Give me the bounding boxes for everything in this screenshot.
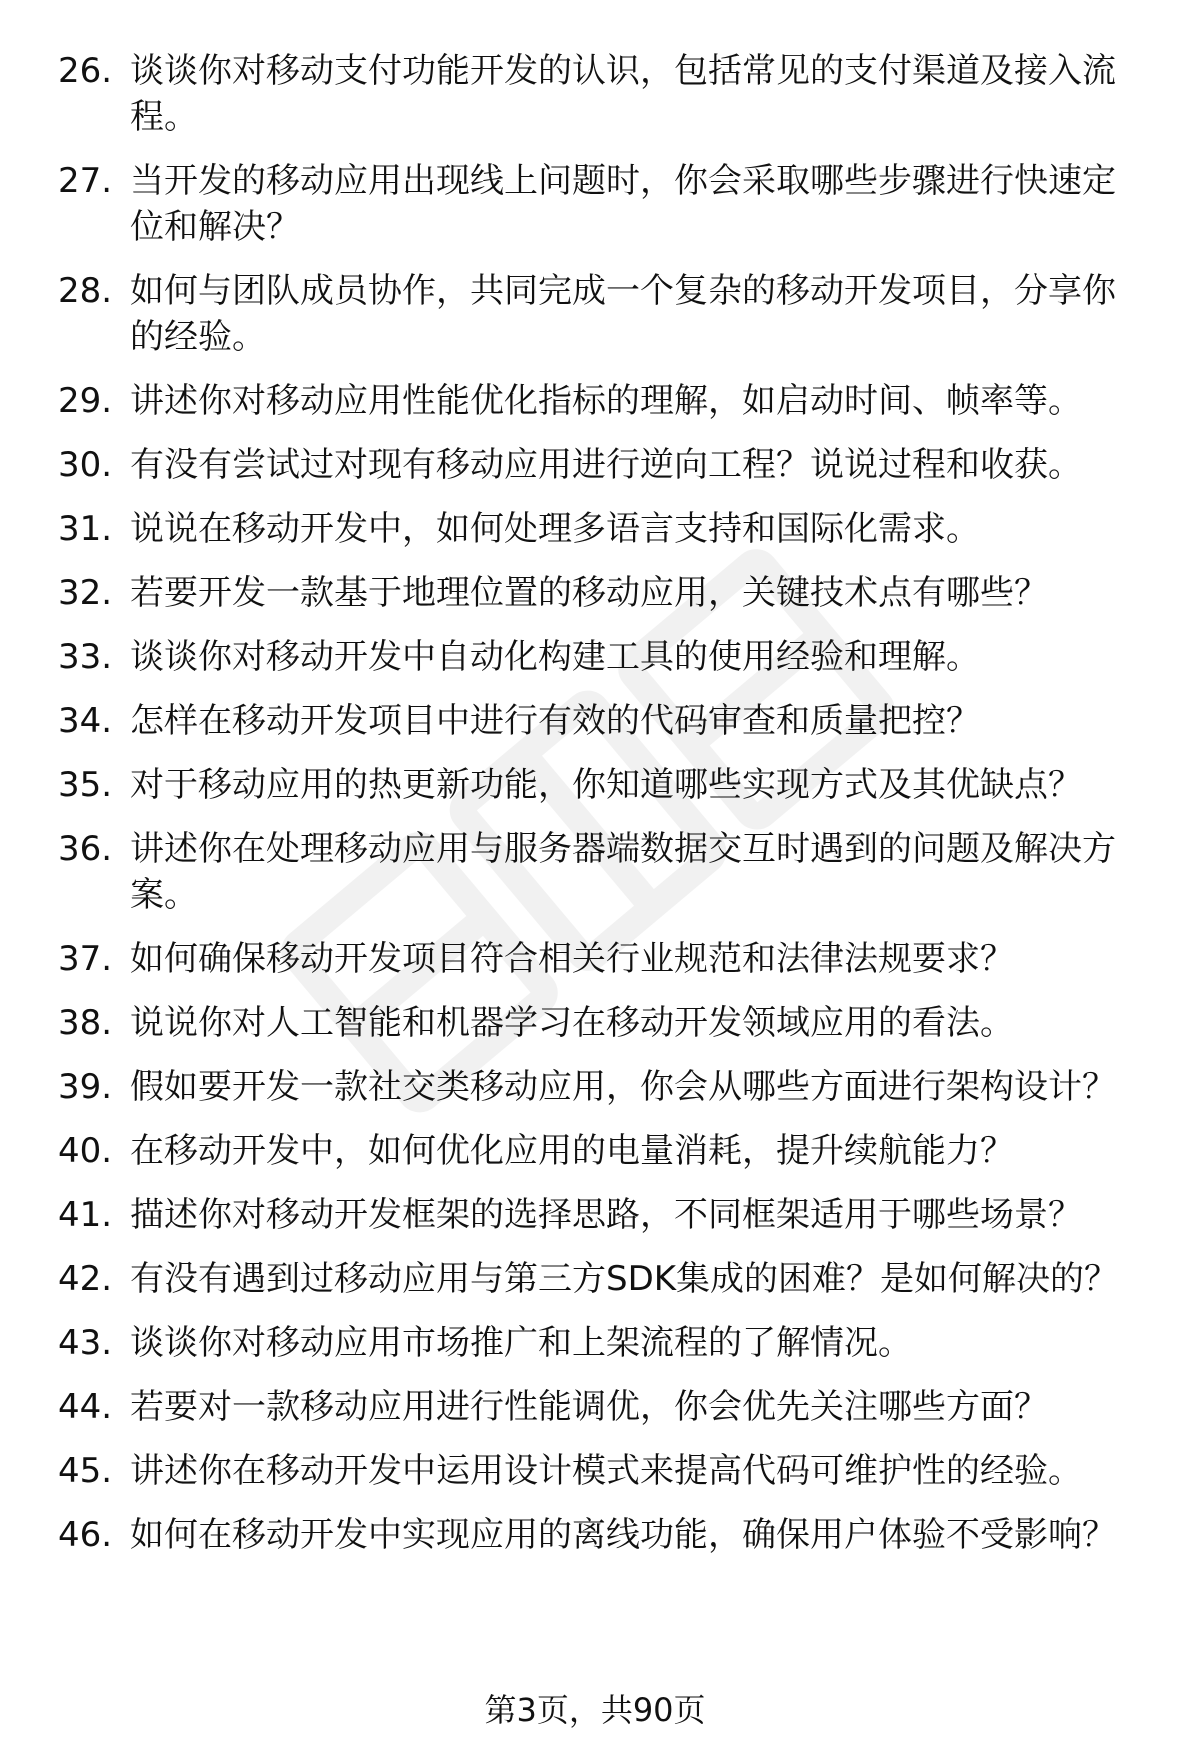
question-number: 36.	[58, 829, 113, 869]
question-text: 有没有尝试过对现有移动应用进行逆向工程？说说过程和收获。	[130, 445, 1082, 485]
question-number: 26.	[58, 51, 113, 91]
question-item	[58, 1128, 1158, 1174]
question-text: 讲述你对移动应用性能优化指标的理解，如启动时间、帧率等。	[130, 381, 1082, 421]
question-number: 39.	[58, 1067, 113, 1107]
question-number: 38.	[58, 1003, 113, 1043]
question-item	[58, 268, 1158, 360]
question-text: 讲述你在移动开发中运用设计模式来提高代码可维护性的经验。	[130, 1451, 1082, 1491]
question-number: 42.	[58, 1259, 113, 1299]
question-text: 若要对一款移动应用进行性能调优，你会优先关注哪些方面？	[130, 1387, 1048, 1427]
question-item	[58, 158, 1158, 250]
question-item	[58, 1064, 1158, 1110]
question-text: 如何在移动开发中实现应用的离线功能，确保用户体验不受影响？	[130, 1515, 1116, 1555]
question-item	[58, 762, 1158, 808]
question-number: 35.	[58, 765, 113, 805]
question-item	[58, 1000, 1158, 1046]
question-item	[58, 936, 1158, 982]
question-item	[58, 442, 1158, 488]
question-number: 29.	[58, 381, 113, 421]
question-item	[58, 698, 1158, 744]
question-text: 对于移动应用的热更新功能，你知道哪些实现方式及其优缺点？	[130, 765, 1082, 805]
question-text: 有没有遇到过移动应用与第三方SDK集成的困难？是如何解决的？	[130, 1259, 1119, 1299]
question-number: 28.	[58, 271, 113, 311]
question-text: 谈谈你对移动开发中自动化构建工具的使用经验和理解。	[130, 637, 980, 677]
question-number: 45.	[58, 1451, 113, 1491]
question-item	[58, 826, 1158, 918]
page-number: 第3页，共90页	[484, 1691, 706, 1729]
question-text: 讲述你在处理移动应用与服务器端数据交互时遇到的问题及解决方案。	[130, 829, 1116, 915]
question-item	[58, 1448, 1158, 1494]
question-text: 说说在移动开发中，如何处理多语言支持和国际化需求。	[130, 509, 980, 549]
question-number: 44.	[58, 1387, 113, 1427]
question-text: 若要开发一款基于地理位置的移动应用，关键技术点有哪些？	[130, 573, 1048, 613]
question-item	[58, 1256, 1158, 1302]
question-number: 34.	[58, 701, 113, 741]
question-number: 40.	[58, 1131, 113, 1171]
question-text: 谈谈你对移动支付功能开发的认识，包括常见的支付渠道及接入流程。	[130, 51, 1116, 137]
question-item	[58, 378, 1158, 424]
question-item	[58, 48, 1158, 140]
question-number: 27.	[58, 161, 113, 201]
question-item	[58, 506, 1158, 552]
question-number: 33.	[58, 637, 113, 677]
question-number: 43.	[58, 1323, 113, 1363]
question-list	[58, 48, 1158, 1576]
question-text: 在移动开发中，如何优化应用的电量消耗，提升续航能力？	[130, 1131, 1014, 1171]
question-item	[58, 1192, 1158, 1238]
question-number: 37.	[58, 939, 113, 979]
question-text: 如何与团队成员协作，共同完成一个复杂的移动开发项目，分享你的经验。	[130, 271, 1116, 357]
question-text: 谈谈你对移动应用市场推广和上架流程的了解情况。	[130, 1323, 912, 1363]
question-text: 怎样在移动开发项目中进行有效的代码审查和质量把控？	[130, 701, 980, 741]
question-number: 32.	[58, 573, 113, 613]
question-item	[58, 1512, 1158, 1558]
question-text: 当开发的移动应用出现线上问题时，你会采取哪些步骤进行快速定位和解决？	[130, 161, 1116, 247]
question-text: 说说你对人工智能和机器学习在移动开发领域应用的看法。	[130, 1003, 1014, 1043]
question-number: 30.	[58, 445, 113, 485]
question-number: 41.	[58, 1195, 113, 1235]
question-item	[58, 1384, 1158, 1430]
question-item	[58, 634, 1158, 680]
question-item	[58, 570, 1158, 616]
question-item	[58, 1320, 1158, 1366]
question-number: 31.	[58, 509, 113, 549]
question-number: 46.	[58, 1515, 113, 1555]
question-text: 假如要开发一款社交类移动应用，你会从哪些方面进行架构设计？	[130, 1067, 1116, 1107]
question-text: 如何确保移动开发项目符合相关行业规范和法律法规要求？	[130, 939, 1014, 979]
question-text: 描述你对移动开发框架的选择思路，不同框架适用于哪些场景？	[130, 1195, 1082, 1235]
